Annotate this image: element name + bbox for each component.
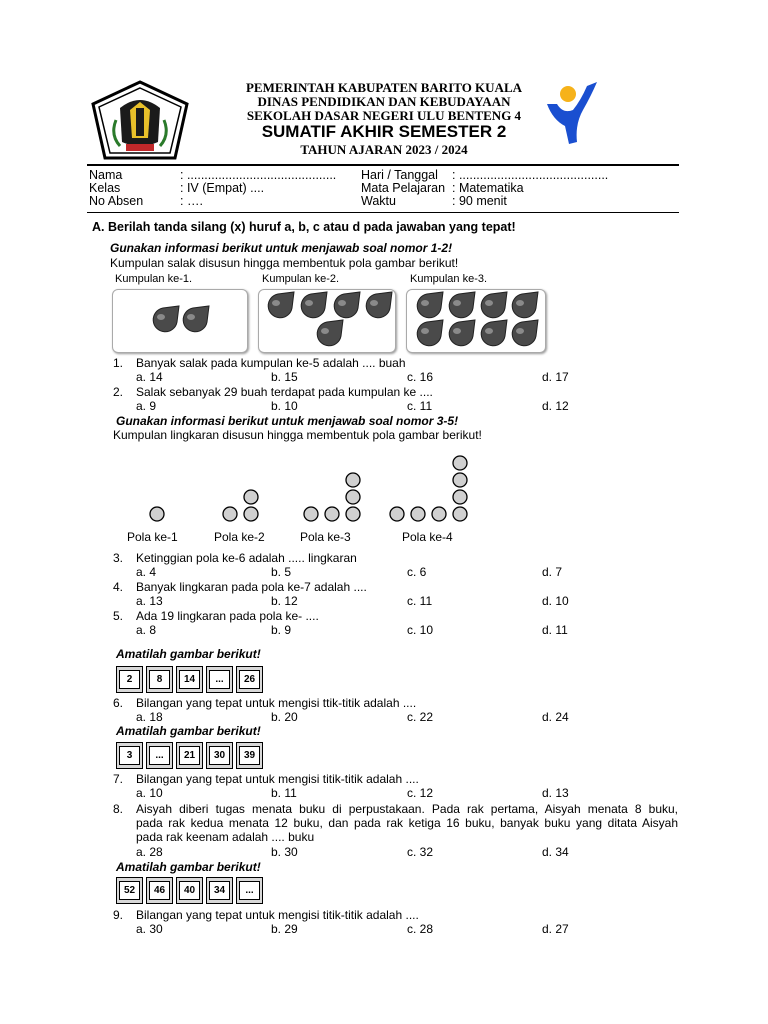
seq3-cell-5-value: ... [239, 881, 260, 900]
question-5-text: Ada 19 lingkaran pada pola ke- .... [136, 609, 319, 623]
salak-k3-5 [417, 320, 443, 346]
salak-k2-3 [334, 292, 360, 318]
question-3-number: 3. [113, 551, 124, 565]
salak-k3-6 [449, 320, 475, 346]
seq2-cell-5-value: 39 [239, 746, 260, 765]
intro-1-text: Kumpulan salak disusun hingga membentuk pola gambar berikut! [110, 256, 459, 270]
question-1-text: Banyak salak pada kumpulan ke-5 adalah .... buah [136, 356, 406, 370]
header-line-3: SEKOLAH DASAR NEGERI ULU BENTENG 4 [246, 108, 522, 123]
section-a-heading: A. Berilah tanda silang (x) huruf a, b, c atau d pada jawaban yang tepat! [92, 220, 516, 234]
exam-title: SUMATIF AKHIR SEMESTER 2 [261, 122, 507, 141]
question-4-option-c[interactable]: c. 11 [407, 594, 433, 608]
pola-3-label: Pola ke-3 [300, 530, 351, 544]
salak-k2-2 [301, 292, 327, 318]
question-8-option-c[interactable]: c. 32 [407, 845, 434, 859]
salak-k2-4 [366, 292, 392, 318]
question-9-option-b[interactable]: b. 29 [271, 922, 298, 936]
seq1-cell-1-value: 2 [119, 670, 140, 689]
seq1-cell-3-value: 14 [179, 670, 200, 689]
question-5-option-d[interactable]: d. 11 [542, 623, 568, 637]
seq2-cell-2-value: ... [149, 746, 170, 765]
seq3-cell-3 [176, 877, 203, 904]
question-3-text: Ketinggian pola ke-6 adalah ..... lingkaran [136, 551, 357, 565]
salak-k3-3 [481, 292, 507, 318]
question-7-option-a[interactable]: a. 10 [136, 786, 163, 800]
question-9-text: Bilangan yang tepat untuk mengisi titik-titik adalah .... [136, 908, 419, 922]
pola-2-label: Pola ke-2 [214, 530, 265, 544]
pola-1-label: Pola ke-1 [127, 530, 178, 544]
seq3-cell-4 [206, 877, 233, 904]
header-line-1: PEMERINTAH KABUPATEN BARITO KUALA [245, 80, 523, 95]
question-5-option-a[interactable]: a. 8 [136, 623, 157, 637]
question-2-text: Salak sebanyak 29 buah terdapat pada kumpulan ke .... [136, 385, 433, 399]
question-3-option-d[interactable]: d. 7 [542, 565, 563, 579]
question-1-option-b[interactable]: b. 15 [271, 370, 298, 384]
seq1-cell-5-value: 26 [239, 670, 260, 689]
question-6-option-c[interactable]: c. 22 [407, 710, 434, 724]
question-5-option-b[interactable]: b. 9 [271, 623, 292, 637]
salak-k2-1 [268, 292, 294, 318]
kumpulan-2-label: Kumpulan ke-2. [262, 273, 340, 285]
mapel-value: : Matematika [452, 181, 524, 195]
pola-4-label: Pola ke-4 [402, 530, 453, 544]
question-3-option-c[interactable]: c. 6 [407, 565, 427, 579]
circle-pattern-illustration [0, 440, 768, 530]
pola-3-column-circle-2 [346, 473, 360, 487]
seq2-cell-1 [116, 742, 143, 769]
question-6-option-b[interactable]: b. 20 [271, 710, 298, 724]
salak-k1-1 [153, 306, 179, 332]
seq2-cell-4 [206, 742, 233, 769]
seq3-cell-1-value: 52 [119, 881, 140, 900]
question-4-option-d[interactable]: d. 10 [542, 594, 569, 608]
question-7-option-d[interactable]: d. 13 [542, 786, 569, 800]
academic-year: TAHUN AJARAN 2023 / 2024 [300, 142, 468, 157]
question-3-option-a[interactable]: a. 4 [136, 565, 157, 579]
pola-4-column-circle-1 [453, 490, 467, 504]
seq2-cell-1-value: 3 [119, 746, 140, 765]
question-3-option-b[interactable]: b. 5 [271, 565, 292, 579]
question-6-text: Bilangan yang tepat untuk mengisi ttik-titik adalah .... [136, 696, 417, 710]
question-2-option-a[interactable]: a. 9 [136, 399, 157, 413]
question-7-text: Bilangan yang tepat untuk mengisi titik-titik adalah .... [136, 772, 419, 786]
mapel-label: Mata Pelajaran [361, 181, 446, 195]
nama-value: : ........................................... [180, 168, 337, 182]
seq1-cell-1 [116, 666, 143, 693]
amati-label-3: Amatilah gambar berikut! [116, 860, 261, 874]
question-8-option-b[interactable]: b. 30 [271, 845, 298, 859]
question-9-number: 9. [113, 908, 124, 922]
question-9-option-a[interactable]: a. 30 [136, 922, 163, 936]
hari-value: : ........................................... [452, 168, 609, 182]
question-8-option-d[interactable]: d. 34 [542, 845, 569, 859]
sequence-1 [116, 666, 263, 693]
pola-3-row-circle-3 [346, 507, 360, 521]
question-2-option-c[interactable]: c. 11 [407, 399, 433, 413]
seq3-cell-2-value: 46 [149, 881, 170, 900]
kumpulan-3-label: Kumpulan ke-3. [410, 273, 488, 285]
absen-label: No Absen [89, 194, 144, 208]
question-8-text-line-3: pada rak keenam adalah .... buku [136, 830, 315, 844]
pola-4-row-circle-4 [453, 507, 467, 521]
pola-3-row-circle-2 [325, 507, 339, 521]
question-5-option-c[interactable]: c. 10 [407, 623, 434, 637]
seq3-cell-4-value: 34 [209, 881, 230, 900]
intro-1-italic: Gunakan informasi berikut untuk menjawab soal nomor 1-2! [110, 241, 453, 255]
intro-2-italic: Gunakan informasi berikut untuk menjawab soal nomor 3-5! [116, 414, 459, 428]
header-line-2: DINAS PENDIDIKAN DAN KEBUDAYAAN [257, 94, 511, 109]
salak-k3-7 [481, 320, 507, 346]
question-1-option-a[interactable]: a. 14 [136, 370, 163, 384]
sequence-2 [116, 742, 263, 769]
question-8-option-a[interactable]: a. 28 [136, 845, 163, 859]
question-7-number: 7. [113, 772, 124, 786]
intro-2-text: Kumpulan lingkaran disusun hingga membentuk pola gambar berikut! [113, 428, 482, 442]
seq1-cell-5 [236, 666, 263, 693]
salak-k3-2 [449, 292, 475, 318]
question-4-text: Banyak lingkaran pada pola ke-7 adalah .... [136, 580, 367, 594]
question-6-option-d[interactable]: d. 24 [542, 710, 569, 724]
seq1-cell-3 [176, 666, 203, 693]
seq1-cell-2 [146, 666, 173, 693]
seq3-cell-5 [236, 877, 263, 904]
seq3-cell-3-value: 40 [179, 881, 200, 900]
pola-2-row-circle-2 [244, 507, 258, 521]
seq2-cell-3-value: 21 [179, 746, 200, 765]
question-8-number: 8. [113, 802, 124, 816]
question-5-number: 5. [113, 609, 124, 623]
kelas-label: Kelas [89, 181, 121, 195]
question-4-option-a[interactable]: a. 13 [136, 594, 163, 608]
pola-1-row-circle-1 [150, 507, 164, 521]
seq1-cell-4-value: ... [209, 670, 230, 689]
absen-value: : …. [180, 194, 203, 208]
amati-label-2: Amatilah gambar berikut! [116, 724, 261, 738]
kumpulan-1-label: Kumpulan ke-1. [115, 273, 193, 285]
seq3-cell-2 [146, 877, 173, 904]
seq2-cell-2 [146, 742, 173, 769]
pola-3-column-circle-1 [346, 490, 360, 504]
question-4-number: 4. [113, 580, 124, 594]
seq2-cell-5 [236, 742, 263, 769]
question-1-option-c[interactable]: c. 16 [407, 370, 434, 384]
nama-label: Nama [89, 168, 123, 182]
salak-k3-4 [512, 292, 538, 318]
waktu-value: : 90 menit [452, 194, 507, 208]
seq3-cell-1 [116, 877, 143, 904]
salak-k3-8 [512, 320, 538, 346]
pola-4-column-circle-2 [453, 473, 467, 487]
salak-k2-5 [317, 320, 343, 346]
question-6-option-a[interactable]: a. 18 [136, 710, 163, 724]
question-8-text-line-2: pada rak kedua menata 12 buku, dan pada rak ketiga 16 buku, banyak buku yang ditata Aisyah [136, 816, 678, 830]
question-4-option-b[interactable]: b. 12 [271, 594, 298, 608]
salak-k3-1 [417, 292, 443, 318]
seq2-cell-4-value: 30 [209, 746, 230, 765]
pola-4-row-circle-1 [390, 507, 404, 521]
pola-3-row-circle-1 [304, 507, 318, 521]
pola-4-row-circle-3 [432, 507, 446, 521]
question-8-text-line-1: Aisyah diberi tugas menata buku di perpustakaan. Pada rak pertama, Aisyah menata 8 buku, [136, 802, 678, 816]
pola-4-column-circle-3 [453, 456, 467, 470]
question-1-number: 1. [113, 356, 124, 370]
kelas-value: : IV (Empat) .... [180, 181, 265, 195]
question-9-option-d[interactable]: d. 27 [542, 922, 569, 936]
question-2-option-d[interactable]: d. 12 [542, 399, 569, 413]
seq1-cell-4 [206, 666, 233, 693]
pola-4-row-circle-2 [411, 507, 425, 521]
seq1-cell-2-value: 8 [149, 670, 170, 689]
question-2-option-b[interactable]: b. 10 [271, 399, 298, 413]
waktu-label: Waktu [361, 194, 396, 208]
salak-k1-2 [183, 306, 209, 332]
question-7-option-c[interactable]: c. 12 [407, 786, 434, 800]
question-2-number: 2. [113, 385, 124, 399]
seq2-cell-3 [176, 742, 203, 769]
sequence-3 [116, 877, 263, 904]
pola-2-column-circle-1 [244, 490, 258, 504]
salak-illustration [0, 0, 768, 400]
hari-label: Hari / Tanggal [361, 168, 438, 182]
amati-label-1: Amatilah gambar berikut! [116, 647, 261, 661]
pola-2-row-circle-1 [223, 507, 237, 521]
question-1-option-d[interactable]: d. 17 [542, 370, 569, 384]
question-9-option-c[interactable]: c. 28 [407, 922, 434, 936]
question-6-number: 6. [113, 696, 124, 710]
question-7-option-b[interactable]: b. 11 [271, 786, 297, 800]
